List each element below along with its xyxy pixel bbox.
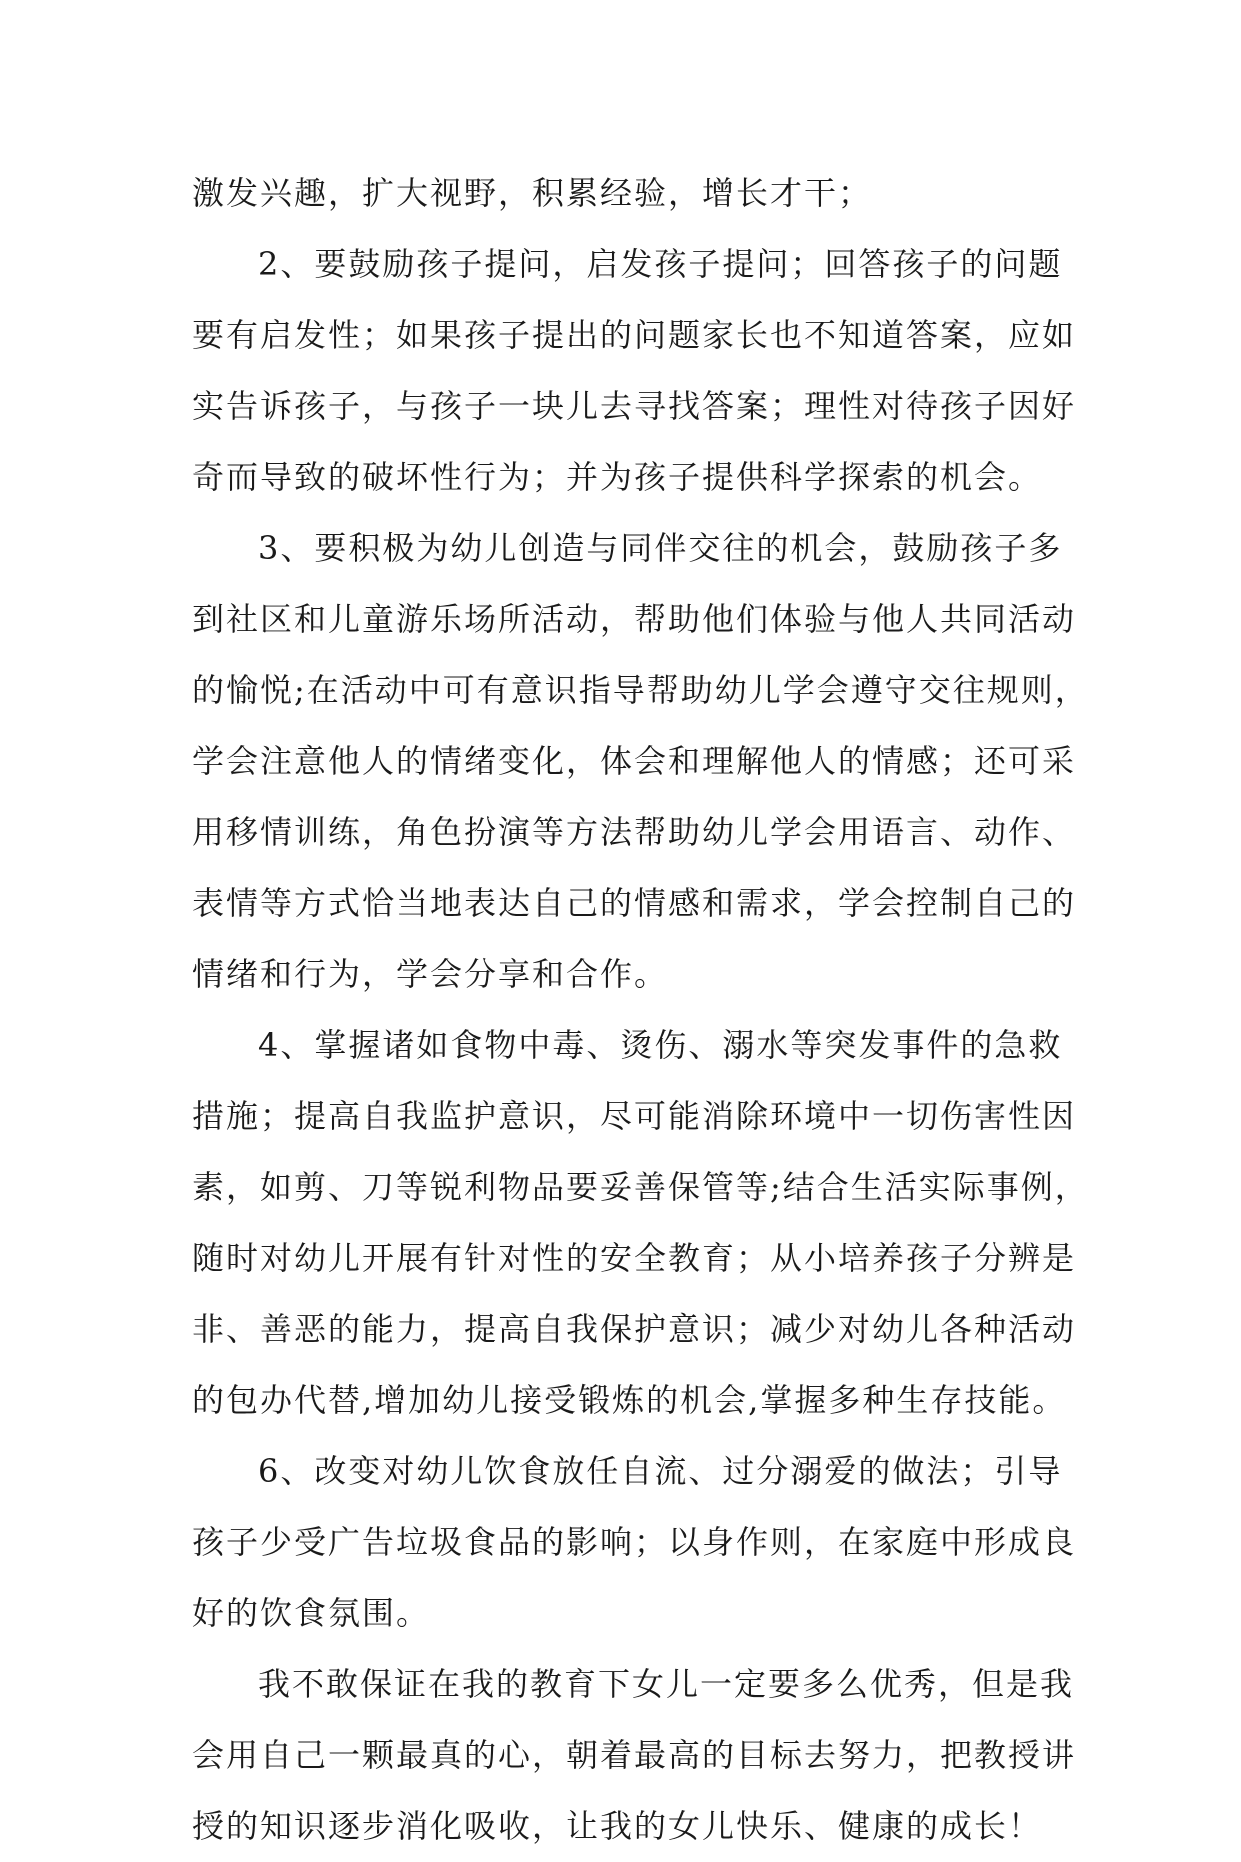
text-line: 的愉悦;在活动中可有意识指导帮助幼儿学会遵守交往规则， [192,671,1089,709]
text-line: 用移情训练，角色扮演等方法帮助幼儿学会用语言、动作、 [192,813,1077,851]
text-line: 实告诉孩子，与孩子一块儿去寻找答案；理性对待孩子因好 [192,387,1077,425]
text-line: 我不敢保证在我的教育下女儿一定要多么优秀，但是我 [258,1665,1075,1703]
paragraph-4 [192,1010,1089,1436]
paragraph-5 [192,1436,1077,1649]
text-line: 措施；提高自我监护意识，尽可能消除环境中一切伤害性因 [192,1097,1077,1135]
text-line: 情绪和行为，学会分享和合作。 [192,955,669,993]
text-line: 授的知识逐步消化吸收，让我的女儿快乐、健康的成长！ [192,1807,1043,1845]
paragraph-1 [192,158,1052,229]
text-line: 会用自己一颗最真的心，朝着最高的目标去努力，把教授讲 [192,1736,1077,1774]
text-line: 奇而导致的破坏性行为；并为孩子提供科学探索的机会。 [192,458,1043,496]
paragraph-3 [192,513,1089,1010]
text-line: 激发兴趣，扩大视野，积累经验，增长才干； [192,174,873,212]
text-line: 随时对幼儿开展有针对性的安全教育；从小培养孩子分辨是 [192,1239,1077,1277]
text-line: 素，如剪、刀等锐利物品要妥善保管等;结合生活实际事例， [192,1168,1089,1206]
text-line: 4、掌握诸如食物中毒、烫伤、溺水等突发事件的急救 [258,1026,1063,1064]
text-line: 6、改变对幼儿饮食放任自流、过分溺爱的做法；引导 [258,1452,1063,1490]
text-line: 到社区和儿童游乐场所活动，帮助他们体验与他人共同活动 [192,600,1077,638]
paragraph-2 [192,229,1077,513]
document-body [192,158,1089,1862]
text-line: 要有启发性；如果孩子提出的问题家长也不知道答案，应如 [192,316,1077,354]
text-line: 好的饮食氛围。 [192,1594,431,1632]
text-line: 表情等方式恰当地表达自己的情感和需求，学会控制自己的 [192,884,1077,922]
text-line: 学会注意他人的情绪变化，体会和理解他人的情感；还可采 [192,742,1077,780]
text-line: 2、要鼓励孩子提问，启发孩子提问；回答孩子的问题 [258,245,1063,283]
text-line: 3、要积极为幼儿创造与同伴交往的机会，鼓励孩子多 [258,529,1063,567]
text-line: 的包办代替,增加幼儿接受锻炼的机会,掌握多种生存技能。 [192,1381,1067,1419]
paragraph-6 [192,1649,1077,1862]
text-line: 非、善恶的能力，提高自我保护意识；减少对幼儿各种活动 [192,1310,1077,1348]
text-line: 孩子少受广告垃圾食品的影响；以身作则，在家庭中形成良 [192,1523,1077,1561]
